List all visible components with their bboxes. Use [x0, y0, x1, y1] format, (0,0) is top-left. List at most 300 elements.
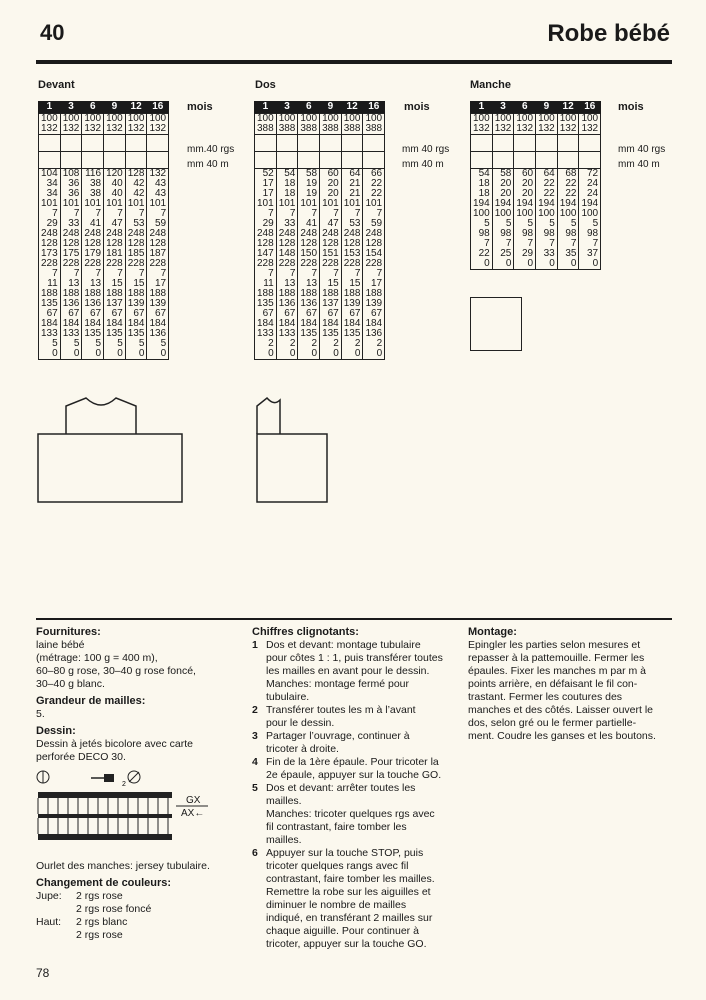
montage-line: points arrière, en défaisant le fil con- [468, 678, 638, 690]
table-cell: 100 [255, 114, 277, 125]
table-cell: 184 [147, 319, 169, 329]
table-cell: 100 [125, 114, 147, 125]
column-middle [252, 626, 457, 951]
table-cell: 128 [39, 239, 61, 249]
table-cell: 100 [276, 114, 298, 125]
table-cell: 0 [471, 259, 493, 270]
svg-text:2: 2 [122, 781, 126, 788]
table-cell: 37 [579, 249, 601, 259]
table-cell: 68 [557, 169, 579, 180]
blank-cell [104, 135, 126, 152]
blank-cell [514, 135, 536, 152]
blank-cell [104, 152, 126, 169]
table-cell: 135 [104, 329, 126, 339]
table-cell: 100 [471, 114, 493, 125]
dos-sketch [252, 394, 402, 504]
m-label-manche: mm 40 m [618, 159, 660, 170]
column-right [468, 626, 674, 743]
size-header: 1 [39, 101, 61, 114]
grandeur-value: 5. [36, 708, 45, 720]
table-cell: 0 [125, 349, 147, 360]
blank-cell [363, 152, 385, 169]
table-cell: 388 [298, 124, 320, 135]
table-cell: 136 [147, 329, 169, 339]
dos-title: Dos [255, 79, 276, 91]
size-header: 12 [125, 101, 147, 114]
table-cell: 137 [104, 299, 126, 309]
table-cell: 22 [363, 179, 385, 189]
table-cell: 24 [579, 189, 601, 199]
table-cell: 135 [320, 329, 342, 339]
table-cell: 67 [341, 309, 363, 319]
table-cell: 98 [536, 229, 558, 239]
table-cell: 100 [60, 114, 82, 125]
table-cell: 0 [514, 259, 536, 270]
table-cell: 15 [104, 279, 126, 289]
table-cell: 128 [255, 239, 277, 249]
table-cell: 54 [276, 169, 298, 180]
blank-cell [125, 135, 147, 152]
size-header: 6 [514, 101, 536, 114]
table-cell: 248 [363, 229, 385, 239]
table-cell: 248 [298, 229, 320, 239]
chiffre-item: 1 Dos et devant: montage tubulaire pour côtes 1 : 1, puis transférer toutes les mailles en avant pour le dessin. Manches: montage fermé pour tubulaire. [252, 639, 443, 703]
blank-cell [492, 152, 514, 169]
table-cell: 19 [298, 189, 320, 199]
table-cell: 154 [363, 249, 385, 259]
table-cell: 7 [147, 269, 169, 279]
table-cell: 137 [320, 299, 342, 309]
table-cell: 151 [320, 249, 342, 259]
table-cell: 100 [39, 114, 61, 125]
table-cell: 128 [276, 239, 298, 249]
table-cell: 128 [363, 239, 385, 249]
size-header: 9 [536, 101, 558, 114]
table-cell: 17 [255, 189, 277, 199]
blank-cell [363, 135, 385, 152]
blank-cell [39, 152, 61, 169]
fournitures-title: Fournitures: [36, 626, 101, 638]
blank-cell [579, 135, 601, 152]
blank-cell [298, 135, 320, 152]
table-cell: 187 [147, 249, 169, 259]
table-cell: 22 [536, 189, 558, 199]
table-cell: 22 [557, 189, 579, 199]
table-cell: 188 [276, 289, 298, 299]
table-cell: 132 [492, 124, 514, 135]
table-cell: 20 [492, 179, 514, 189]
blank-cell [147, 152, 169, 169]
table-cell: 34 [39, 179, 61, 189]
table-cell: 67 [39, 309, 61, 319]
table-cell: 101 [298, 199, 320, 209]
table-cell: 7 [104, 209, 126, 219]
size-header: 12 [557, 101, 579, 114]
table-cell: 7 [579, 239, 601, 249]
table-cell: 2 [255, 339, 277, 349]
table-cell: 101 [125, 199, 147, 209]
table-cell: 7 [320, 269, 342, 279]
table-cell: 188 [104, 289, 126, 299]
table-cell: 248 [320, 229, 342, 239]
table-cell: 54 [471, 169, 493, 180]
table-cell: 22 [536, 179, 558, 189]
table-cell: 135 [341, 329, 363, 339]
table-cell: 2 [298, 339, 320, 349]
table-cell: 100 [363, 114, 385, 125]
table-cell: 101 [276, 199, 298, 209]
table-cell: 7 [298, 209, 320, 219]
table-cell: 132 [39, 124, 61, 135]
column-left [36, 626, 236, 942]
table-cell: 11 [39, 279, 61, 289]
table-cell: 7 [341, 209, 363, 219]
table-cell: 175 [60, 249, 82, 259]
table-cell: 15 [125, 279, 147, 289]
table-cell: 29 [39, 219, 61, 229]
table-cell: 64 [536, 169, 558, 180]
table-cell: 42 [125, 189, 147, 199]
table-cell: 194 [492, 199, 514, 209]
table-cell: 188 [39, 289, 61, 299]
table-cell: 132 [125, 124, 147, 135]
table-cell: 128 [341, 239, 363, 249]
table-cell: 11 [255, 279, 277, 289]
table-cell: 40 [104, 179, 126, 189]
table-cell: 101 [363, 199, 385, 209]
table-cell: 184 [276, 319, 298, 329]
table-cell: 17 [255, 179, 277, 189]
table-cell: 60 [514, 169, 536, 180]
table-cell: 5 [104, 339, 126, 349]
devant-title: Devant [38, 79, 75, 91]
table-cell: 228 [104, 259, 126, 269]
table-cell: 228 [320, 259, 342, 269]
table-cell: 41 [82, 219, 104, 229]
table-cell: 15 [341, 279, 363, 289]
table-cell: 139 [363, 299, 385, 309]
table-cell: 29 [255, 219, 277, 229]
needle-diagram [36, 768, 236, 860]
table-cell: 5 [60, 339, 82, 349]
table-cell: 188 [298, 289, 320, 299]
table-cell: 7 [104, 269, 126, 279]
dessin-line: Dessin à jetés bicolore avec carte [36, 738, 193, 750]
table-cell: 388 [276, 124, 298, 135]
size-header: 3 [60, 101, 82, 114]
fournitures-line: 30–40 g blanc. [36, 678, 105, 690]
table-cell: 184 [82, 319, 104, 329]
table-cell: 184 [104, 319, 126, 329]
table-cell: 7 [536, 239, 558, 249]
table-cell: 67 [125, 309, 147, 319]
table-cell: 194 [471, 199, 493, 209]
table-cell: 5 [471, 219, 493, 229]
table-cell: 100 [341, 114, 363, 125]
table-cell: 5 [147, 339, 169, 349]
m-label-devant: mm 40 m [187, 159, 229, 170]
table-cell: 150 [298, 249, 320, 259]
footer-page-number: 78 [36, 966, 50, 980]
table-cell: 228 [255, 259, 277, 269]
table-cell: 0 [536, 259, 558, 270]
table-cell: 0 [492, 259, 514, 270]
table-cell: 388 [341, 124, 363, 135]
table-cell: 133 [60, 329, 82, 339]
table-cell: 101 [39, 199, 61, 209]
table-cell: 184 [341, 319, 363, 329]
table-cell: 147 [255, 249, 277, 259]
table-cell: 388 [255, 124, 277, 135]
table-cell: 194 [514, 199, 536, 209]
size-header: 1 [471, 101, 493, 114]
table-cell: 100 [557, 114, 579, 125]
table-cell: 67 [147, 309, 169, 319]
table-cell: 135 [82, 329, 104, 339]
table-cell: 98 [492, 229, 514, 239]
ax-label: AX← [181, 808, 205, 819]
table-cell: 248 [104, 229, 126, 239]
table-cell: 7 [147, 209, 169, 219]
table-cell: 29 [514, 249, 536, 259]
dos-table [254, 101, 385, 360]
table-cell: 59 [363, 219, 385, 229]
table-cell: 128 [298, 239, 320, 249]
manche-table [470, 101, 601, 270]
table-cell: 188 [125, 289, 147, 299]
table-cell: 136 [363, 329, 385, 339]
blank-cell [471, 152, 493, 169]
table-cell: 128 [125, 239, 147, 249]
table-cell: 135 [298, 329, 320, 339]
section-rule [36, 618, 672, 620]
montage-title: Montage: [468, 626, 517, 638]
table-cell: 0 [579, 259, 601, 270]
montage-line: Epingler les parties selon mesures et [468, 639, 641, 651]
blank-cell [60, 135, 82, 152]
table-cell: 0 [557, 259, 579, 270]
montage-line: repasser à la pattemouille. Fermer les [468, 652, 645, 664]
gx-label: GX [186, 795, 201, 806]
blank-cell [341, 135, 363, 152]
table-cell: 5 [82, 339, 104, 349]
size-header: 3 [276, 101, 298, 114]
table-cell: 132 [514, 124, 536, 135]
blank-cell [276, 152, 298, 169]
table-cell: 67 [363, 309, 385, 319]
table-cell: 128 [125, 169, 147, 180]
blank-cell [557, 152, 579, 169]
table-cell: 41 [298, 219, 320, 229]
table-cell: 100 [492, 114, 514, 125]
table-cell: 7 [363, 269, 385, 279]
table-cell: 132 [557, 124, 579, 135]
table-cell: 184 [60, 319, 82, 329]
table-cell: 188 [363, 289, 385, 299]
table-cell: 67 [276, 309, 298, 319]
blank-cell [536, 152, 558, 169]
table-cell: 53 [125, 219, 147, 229]
mois-label-manche: mois [618, 101, 644, 113]
table-cell: 18 [471, 179, 493, 189]
table-cell: 184 [255, 319, 277, 329]
table-cell: 248 [82, 229, 104, 239]
color-row: Jupe: 2 rgs rose [36, 890, 123, 902]
m-label-dos: mm 40 m [402, 159, 444, 170]
table-cell: 128 [82, 239, 104, 249]
table-cell: 132 [147, 169, 169, 180]
devant-sketch [36, 394, 186, 504]
table-cell: 7 [341, 269, 363, 279]
table-cell: 228 [125, 259, 147, 269]
blank-cell [82, 152, 104, 169]
table-cell: 5 [514, 219, 536, 229]
table-cell: 132 [147, 124, 169, 135]
table-cell: 20 [514, 179, 536, 189]
table-cell: 133 [276, 329, 298, 339]
table-cell: 98 [557, 229, 579, 239]
blank-cell [320, 135, 342, 152]
table-cell: 7 [39, 269, 61, 279]
color-row: Haut: 2 rgs blanc [36, 916, 128, 928]
table-cell: 132 [579, 124, 601, 135]
table-cell: 7 [363, 209, 385, 219]
table-cell: 72 [579, 169, 601, 180]
blank-cell [557, 135, 579, 152]
table-cell: 194 [557, 199, 579, 209]
table-cell: 0 [147, 349, 169, 360]
blank-cell [276, 135, 298, 152]
blank-cell [298, 152, 320, 169]
table-cell: 101 [60, 199, 82, 209]
table-cell: 0 [298, 349, 320, 360]
table-cell: 228 [82, 259, 104, 269]
header-rule [36, 60, 672, 64]
table-cell: 248 [125, 229, 147, 239]
table-cell: 128 [60, 239, 82, 249]
table-cell: 13 [276, 279, 298, 289]
size-header: 12 [341, 101, 363, 114]
table-cell: 7 [39, 209, 61, 219]
table-cell: 7 [276, 209, 298, 219]
grandeur-title: Grandeur de mailles: [36, 695, 146, 707]
rgs-label-manche: mm 40 rgs [618, 144, 666, 155]
table-cell: 184 [125, 319, 147, 329]
blank-cell [514, 152, 536, 169]
table-cell: 2 [276, 339, 298, 349]
table-cell: 33 [536, 249, 558, 259]
table-cell: 5 [39, 339, 61, 349]
table-cell: 20 [320, 189, 342, 199]
blank-cell [60, 152, 82, 169]
table-cell: 101 [104, 199, 126, 209]
table-cell: 7 [255, 209, 277, 219]
dessin-caption: Ourlet des manches: jersey tubulaire. [36, 860, 210, 872]
table-cell: 5 [125, 339, 147, 349]
chiffre-item: 4 Fin de la 1ère épaule. Pour tricoter la 2e épaule, appuyer sur la touche GO. [252, 756, 442, 781]
table-cell: 188 [320, 289, 342, 299]
table-cell: 7 [60, 209, 82, 219]
table-cell: 2 [341, 339, 363, 349]
chiffre-item: 2 Transférer toutes les m à l’avant pour le dessin. [252, 704, 416, 729]
table-cell: 228 [39, 259, 61, 269]
table-cell: 388 [363, 124, 385, 135]
table-cell: 35 [557, 249, 579, 259]
table-cell: 228 [60, 259, 82, 269]
table-cell: 0 [276, 349, 298, 360]
table-cell: 248 [276, 229, 298, 239]
table-cell: 53 [341, 219, 363, 229]
table-cell: 148 [276, 249, 298, 259]
table-cell: 188 [82, 289, 104, 299]
table-cell: 18 [471, 189, 493, 199]
table-cell: 100 [514, 209, 536, 219]
changement-title: Changement de couleurs: [36, 877, 172, 889]
table-cell: 228 [298, 259, 320, 269]
table-cell: 120 [104, 169, 126, 180]
table-cell: 228 [363, 259, 385, 269]
table-cell: 7 [276, 269, 298, 279]
table-cell: 133 [39, 329, 61, 339]
table-cell: 100 [471, 209, 493, 219]
mois-label-dos: mois [404, 101, 430, 113]
table-cell: 0 [363, 349, 385, 360]
blank-cell [341, 152, 363, 169]
montage-line: trastant. Fermer les coutures des [468, 691, 623, 703]
table-cell: 188 [255, 289, 277, 299]
size-header: 16 [147, 101, 169, 114]
page-title: Robe bébé [547, 20, 670, 47]
blank-cell [320, 152, 342, 169]
table-cell: 248 [147, 229, 169, 239]
montage-line: manches et des côtés. Laisser ouvert le [468, 704, 654, 716]
table-cell: 7 [492, 239, 514, 249]
table-cell: 67 [298, 309, 320, 319]
blank-cell [255, 152, 277, 169]
table-cell: 132 [536, 124, 558, 135]
table-cell: 228 [341, 259, 363, 269]
table-cell: 248 [255, 229, 277, 239]
rgs-label-dos: mm 40 rgs [402, 144, 450, 155]
table-cell: 128 [320, 239, 342, 249]
table-cell: 188 [147, 289, 169, 299]
table-cell: 7 [557, 239, 579, 249]
table-cell: 7 [471, 239, 493, 249]
devant-table [38, 101, 169, 360]
table-cell: 0 [60, 349, 82, 360]
dessin-line: perforée DECO 30. [36, 751, 126, 763]
table-cell: 25 [492, 249, 514, 259]
table-cell: 184 [39, 319, 61, 329]
table-cell: 136 [276, 299, 298, 309]
table-cell: 100 [579, 209, 601, 219]
montage-line: ment. Coudre les ganses et les boutons. [468, 730, 656, 742]
size-header: 16 [363, 101, 385, 114]
table-cell: 34 [39, 189, 61, 199]
table-cell: 17 [363, 279, 385, 289]
manche-title: Manche [470, 79, 511, 91]
table-cell: 101 [255, 199, 277, 209]
table-cell: 2 [320, 339, 342, 349]
montage-line: dos, selon gré ou le fermer partielle- [468, 717, 637, 729]
page-number: 40 [40, 20, 65, 45]
table-cell: 13 [298, 279, 320, 289]
fournitures-line: (métrage: 100 g = 400 m), [36, 652, 158, 664]
table-cell: 52 [255, 169, 277, 180]
color-row: 2 rgs rose [76, 929, 123, 941]
table-cell: 132 [104, 124, 126, 135]
table-cell: 188 [60, 289, 82, 299]
